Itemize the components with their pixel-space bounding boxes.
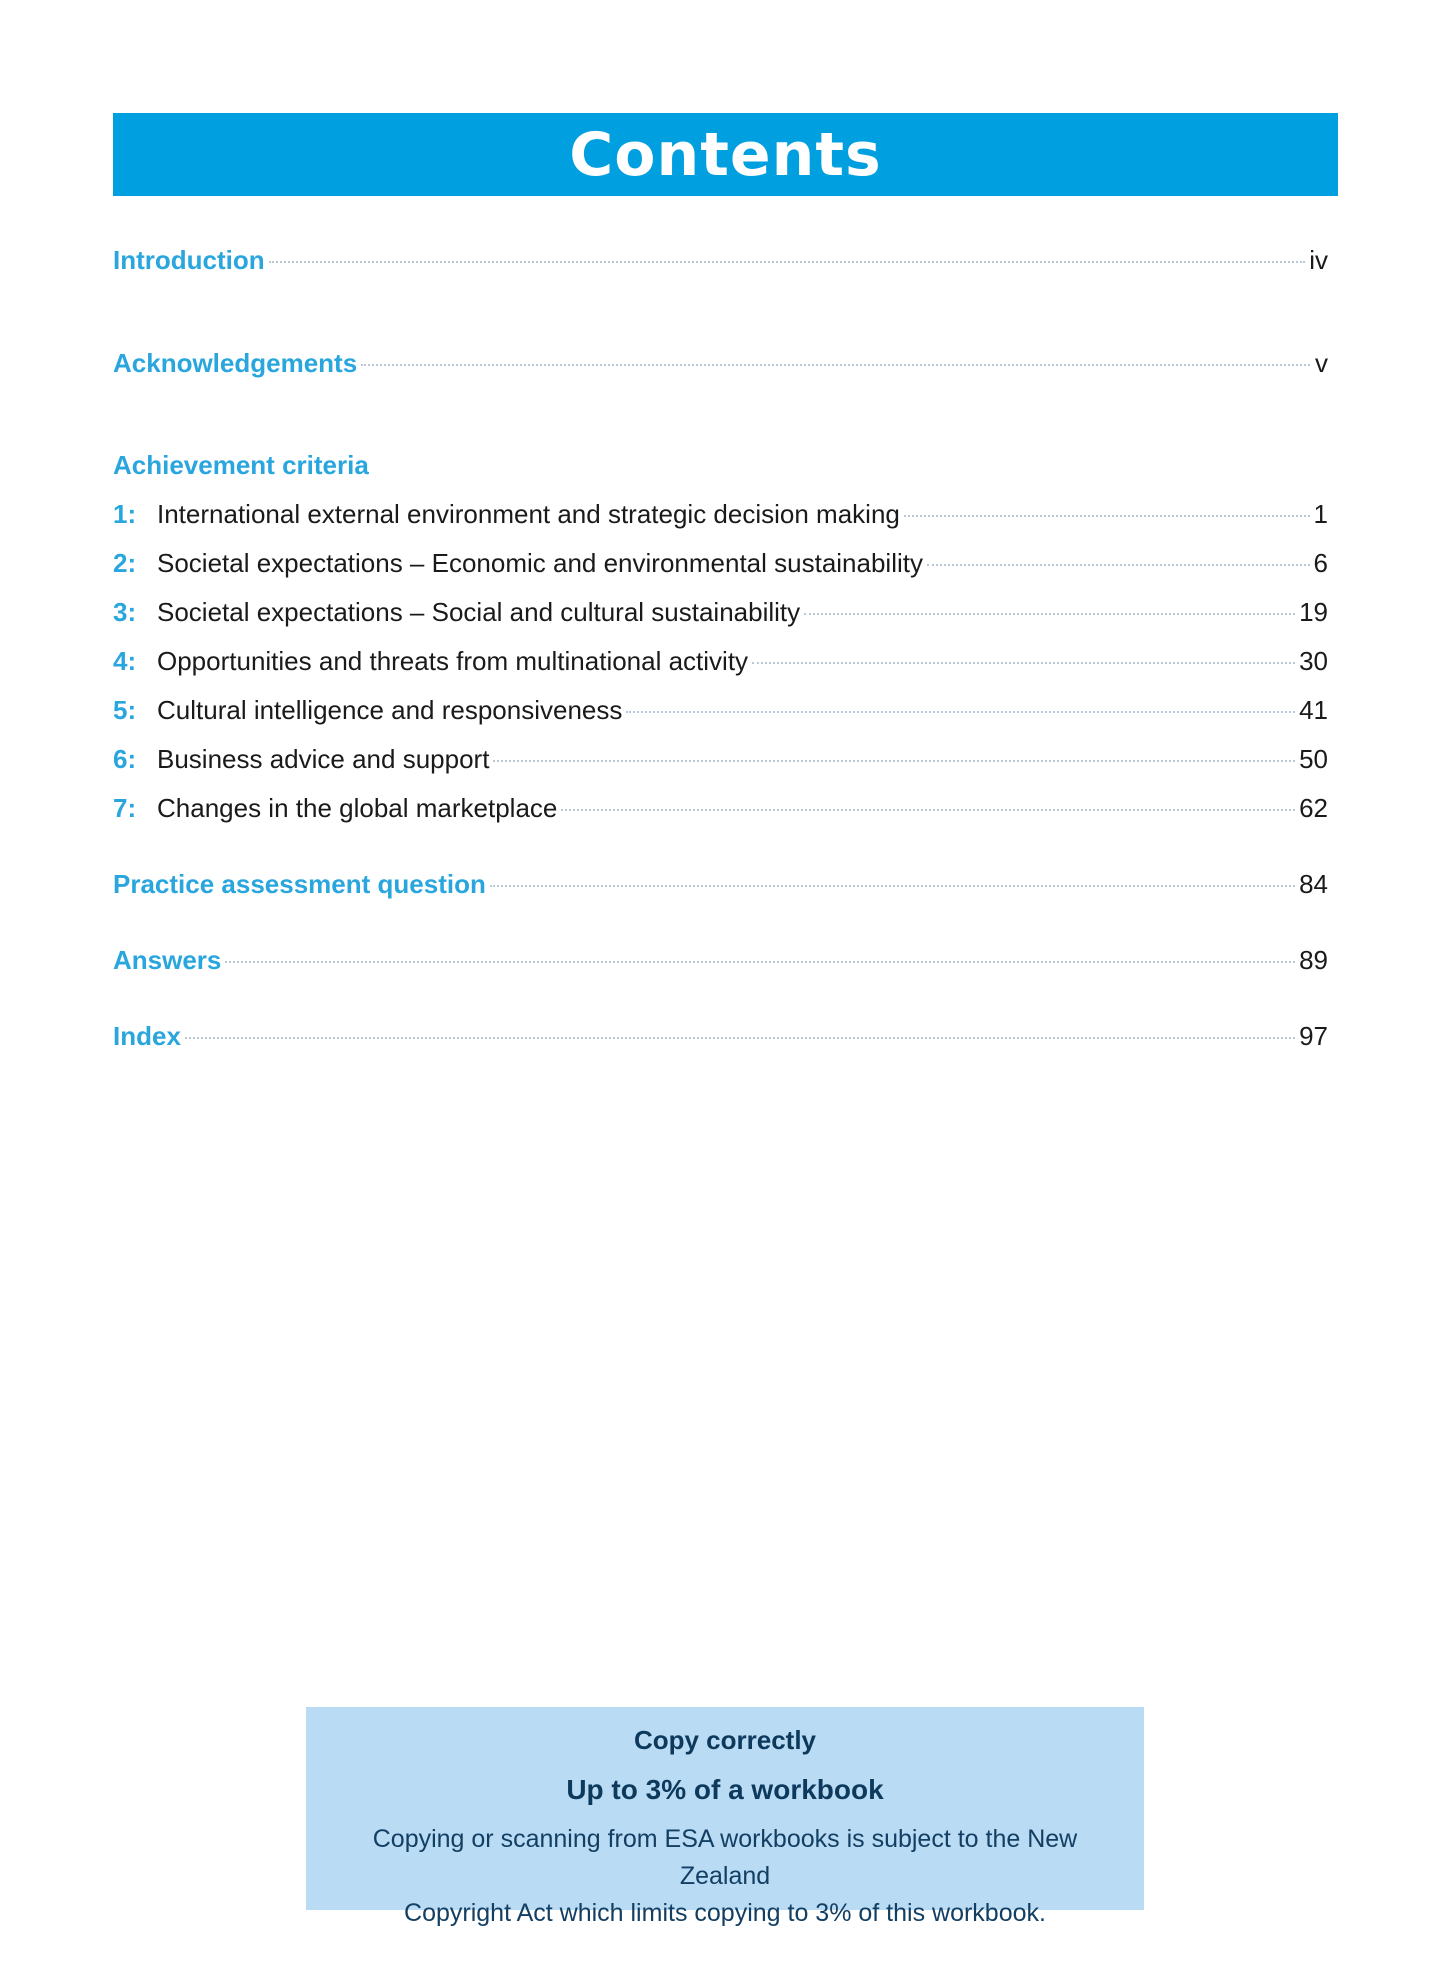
notice-body-line: Copying or scanning from ESA workbooks is subject to the New Zealand: [372, 1825, 1078, 1890]
title-bar: [113, 113, 1338, 196]
toc-entry-label: Answers: [113, 945, 222, 975]
toc-entry-label: Cultural intelligence and responsiveness: [157, 695, 623, 725]
dot-leader: [804, 613, 1295, 615]
criterion-number: 3:: [113, 597, 137, 627]
dot-leader: [225, 961, 1295, 963]
toc-entry-criterion-5[interactable]: [113, 693, 1328, 727]
toc-entry-index[interactable]: [113, 1019, 1328, 1053]
toc-entry-page: 30: [1299, 646, 1328, 676]
toc-entry-page: 50: [1299, 744, 1328, 774]
dot-leader: [752, 662, 1295, 664]
criterion-number: 4:: [113, 646, 137, 676]
toc-entry-page: 97: [1299, 1021, 1328, 1051]
toc-entry-label: International external environment and strategic decision making: [157, 499, 900, 529]
notice-body-line: Copyright Act which limits copying to 3% of this workbook.: [404, 1899, 1046, 1927]
toc-entry-label: Opportunities and threats from multinational activity: [157, 646, 749, 676]
notice-body: [336, 1821, 1114, 1932]
toc-entry-criterion-3[interactable]: [113, 595, 1328, 629]
toc-entry-criterion-7[interactable]: [113, 791, 1328, 825]
toc-entry-answers[interactable]: [113, 943, 1328, 977]
toc-entry-label: Index: [113, 1021, 181, 1051]
dot-leader: [927, 564, 1310, 566]
notice-heading: Copy correctly: [633, 1725, 817, 1755]
dot-leader: [561, 809, 1295, 811]
toc-entry-label: Acknowledgements: [113, 348, 358, 378]
criterion-number: 2:: [113, 548, 137, 578]
toc-entry-practice-assessment[interactable]: [113, 867, 1328, 901]
toc-entry-page: iv: [1309, 245, 1328, 275]
dot-leader: [493, 760, 1295, 762]
toc-entry-page: v: [1315, 348, 1328, 378]
dot-leader: [626, 711, 1295, 713]
toc-entry-label: Societal expectations – Economic and environmental sustainability: [157, 548, 923, 578]
toc-entry-page: 19: [1299, 597, 1328, 627]
toc-entry-page: 41: [1299, 695, 1328, 725]
notice-subheading: Up to 3% of a workbook: [566, 1774, 884, 1805]
dot-leader: [361, 364, 1310, 366]
dot-leader: [185, 1037, 1295, 1039]
toc-entry-page: 1: [1313, 499, 1328, 529]
toc-entry-label: Practice assessment question: [113, 869, 486, 899]
copyright-notice: [306, 1707, 1144, 1927]
toc-entry-label: Business advice and support: [157, 744, 490, 774]
criterion-number: 7:: [113, 793, 137, 823]
toc-entry-label: Introduction: [113, 245, 265, 275]
toc-entry-page: 84: [1299, 869, 1328, 899]
toc-entry-page: 89: [1299, 945, 1328, 975]
achievement-criteria-heading: Achievement criteria: [113, 450, 369, 480]
toc-entry-page: 6: [1313, 548, 1328, 578]
toc-entry-acknowledgements[interactable]: [113, 346, 1328, 380]
toc-entry-label: Societal expectations – Social and cultural sustainability: [157, 597, 801, 627]
toc-entry-criterion-4[interactable]: [113, 644, 1328, 678]
criterion-number: 6:: [113, 744, 137, 774]
toc-entry-page: 62: [1299, 793, 1328, 823]
toc-entry-criterion-1[interactable]: [113, 497, 1328, 531]
dot-leader: [904, 515, 1310, 517]
criterion-number: 1:: [113, 499, 137, 529]
toc-entry-introduction[interactable]: [113, 243, 1328, 277]
criterion-number: 5:: [113, 695, 137, 725]
dot-leader: [269, 261, 1306, 263]
dot-leader: [490, 885, 1295, 887]
toc-entry-label: Changes in the global marketplace: [157, 793, 558, 823]
toc-entry-criterion-2[interactable]: [113, 546, 1328, 580]
toc-entry-criterion-6[interactable]: [113, 742, 1328, 776]
page-title: Contents: [569, 119, 882, 190]
